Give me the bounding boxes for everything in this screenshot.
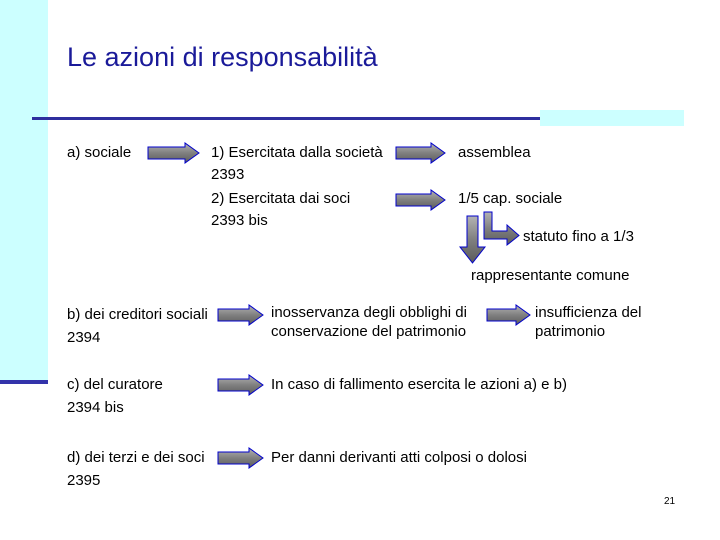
sociale-option2-line1: 2) Esercitata dai soci <box>211 190 351 207</box>
arrow-right-icon <box>395 189 447 211</box>
arrow-right-icon <box>486 304 532 326</box>
row-creditori-label-line1: b) dei creditori sociali <box>67 306 208 323</box>
curatore-description: In caso di fallimento esercita le azioni a) e b) <box>271 376 567 393</box>
sociale-result-assemblea: assemblea <box>458 144 531 161</box>
terzi-description: Per danni derivanti atti colposi o dolosi <box>271 449 527 466</box>
row-terzi-label-line2: 2395 <box>67 472 101 489</box>
row-terzi-label-line1: d) dei terzi e dei soci <box>67 449 205 466</box>
row-curatore-label-line2: 2394 bis <box>67 399 124 416</box>
row-sociale-label: a) sociale <box>67 144 132 161</box>
arrow-right-icon <box>217 447 265 469</box>
arrow-right-icon <box>395 142 447 164</box>
row-curatore-label-line1: c) del curatore <box>67 376 163 393</box>
left-accent-band-base <box>0 380 48 384</box>
creditori-result-line1: insufficienza del <box>535 304 642 321</box>
sociale-rappresentante: rappresentante comune <box>471 267 630 284</box>
sociale-result-capitale: 1/5 cap. sociale <box>458 190 563 207</box>
creditori-condition-line2: conservazione del patrimonio <box>271 323 467 340</box>
slide-title: Le azioni di responsabilità <box>67 42 378 72</box>
sociale-option1-line1: 1) Esercitata dalla società <box>211 144 383 161</box>
arrow-right-icon <box>217 304 265 326</box>
sociale-option2-line2: 2393 bis <box>211 212 268 229</box>
page-number: 21 <box>664 496 676 507</box>
sociale-option1-line2: 2393 <box>211 166 245 183</box>
sociale-statuto: statuto fino a 1/3 <box>523 228 634 245</box>
creditori-condition-line1: inosservanza degli obblighi di <box>271 304 467 321</box>
bent-arrow-icon <box>481 210 521 246</box>
arrow-right-icon <box>147 142 201 164</box>
title-rule-accent <box>540 110 684 126</box>
row-creditori-label-line2: 2394 <box>67 329 101 346</box>
arrow-right-icon <box>217 374 265 396</box>
creditori-result-line2: patrimonio <box>535 323 606 340</box>
left-accent-band <box>0 0 48 383</box>
